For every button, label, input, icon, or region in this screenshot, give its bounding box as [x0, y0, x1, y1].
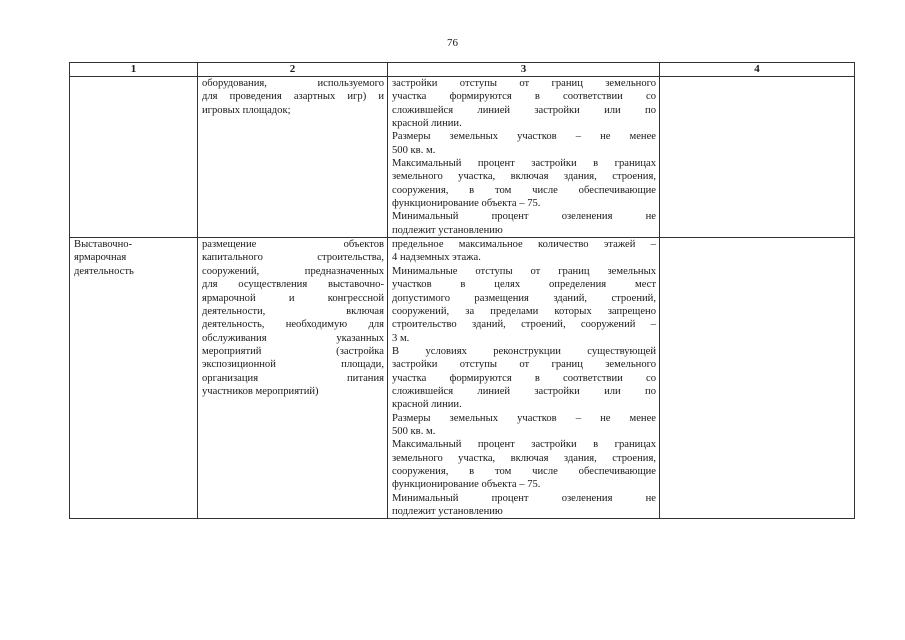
cell-text-line: Минимальный процент озеленения не [392, 211, 656, 223]
header-row [70, 63, 855, 77]
parameter-paragraph [392, 77, 656, 130]
cell-text-line: Размеры земельных участков – не менее [392, 412, 656, 424]
cell-text-line: деятельности, включая [202, 305, 384, 317]
cell-text-line: экспозиционной площади, [202, 359, 384, 371]
cell-text-line: застройки отступы от границ земельного [392, 78, 656, 89]
parameter-paragraph [392, 157, 656, 210]
cell-text-line: подлежит установлению [392, 224, 503, 236]
table-row [70, 77, 855, 238]
parameter-paragraph [392, 238, 656, 265]
table-row [70, 238, 855, 519]
cell-text-line: 4 надземных этажа. [392, 252, 481, 264]
cell-text-line: 500 кв. м. [392, 144, 436, 156]
cell-parameters [388, 238, 660, 519]
cell-text-line: 500 кв. м. [392, 425, 436, 437]
cell-text-line: застройки отступы от границ земельного [392, 359, 656, 371]
cell-text-line: красной линии. [392, 399, 462, 411]
cell-notes [660, 77, 855, 238]
cell-text-line: земельного участка, включая здания, строения, [392, 171, 656, 183]
cell-text-line: ярмарочная [74, 252, 127, 264]
parameter-paragraph [392, 438, 656, 491]
cell-text-line: организация питания [202, 372, 384, 384]
cell-text-line: для проведения азартных игр) и [202, 91, 384, 103]
cell-text-line: функционирование объекта – 75. [392, 198, 541, 210]
cell-text-line: сооружения, в том числе обеспечивающие [392, 184, 656, 196]
cell-text-line: сооружений, предназначенных [202, 265, 384, 277]
cell-text-line: Максимальный процент застройки в границах [392, 158, 656, 170]
cell-text-line: участков в целях определения мест [392, 279, 656, 291]
parameter-paragraph [392, 210, 656, 237]
cell-text-line: Максимальный процент застройки в границах [392, 439, 656, 451]
cell-text-line: функционирование объекта – 75. [392, 479, 541, 491]
cell-text-line: игровых площадок; [202, 104, 291, 116]
page-number: 76 [447, 37, 458, 49]
cell-text-line: сооружений, за пределами которых запрещено [392, 305, 656, 317]
cell-activity-type [70, 77, 198, 238]
cell-text-line: оборудования, используемого [202, 78, 384, 89]
cell-text-line: ярмарочной и конгрессной [202, 292, 384, 304]
parameter-paragraph [392, 412, 656, 439]
cell-text-line: подлежит установлению [392, 506, 503, 517]
cell-notes [660, 238, 855, 519]
cell-activity-type [70, 238, 198, 519]
cell-text-line: строительство зданий, строений, сооружений – [392, 319, 656, 331]
cell-text-line: капитального строительства, [202, 252, 384, 264]
cell-text-line: Минимальный процент озеленения не [392, 492, 656, 504]
cell-text-line: участка формируются в соответствии со [392, 372, 656, 384]
cell-text-line: предельное максимальное количество этажей – [392, 239, 656, 251]
column-header-4: 4 [660, 63, 855, 77]
column-header-1: 1 [70, 63, 198, 77]
cell-text-line: обслуживания указанных [202, 332, 384, 344]
cell-text-line: мероприятий (застройка [202, 345, 384, 357]
cell-text-line: деятельность [74, 265, 134, 277]
cell-text-line: Размеры земельных участков – не менее [392, 131, 656, 143]
cell-text-line: участников мероприятий) [202, 385, 319, 397]
cell-text-line: сложившейся линией застройки или по [392, 385, 656, 397]
parameter-paragraph [392, 345, 656, 412]
cell-text-line: участка формируются в соответствии со [392, 91, 656, 103]
cell-text-line: В условиях реконструкции существующей [392, 345, 656, 357]
regulations-table [69, 62, 855, 519]
cell-description [198, 238, 388, 519]
cell-text-line: размещение объектов [202, 239, 384, 251]
cell-text-line: земельного участка, включая здания, строения, [392, 452, 656, 464]
cell-text-line: сооружения, в том числе обеспечивающие [392, 465, 656, 477]
cell-text-line: Выставочно- [74, 239, 133, 251]
cell-text-line: деятельность, необходимую для [202, 319, 384, 331]
cell-text-line: 3 м. [392, 332, 410, 344]
cell-text-line: допустимого размещения зданий, строений, [392, 292, 656, 304]
cell-text-line: для осуществления выставочно- [202, 279, 384, 291]
cell-description [198, 77, 388, 238]
cell-text-line: красной линии. [392, 118, 462, 130]
cell-text-line: Минимальные отступы от границ земельных [392, 265, 656, 277]
parameter-paragraph [392, 492, 656, 519]
parameter-paragraph [392, 265, 656, 345]
cell-parameters [388, 77, 660, 238]
cell-text-line: сложившейся линией застройки или по [392, 104, 656, 116]
column-header-3: 3 [388, 63, 660, 77]
column-header-2: 2 [198, 63, 388, 77]
parameter-paragraph [392, 130, 656, 157]
